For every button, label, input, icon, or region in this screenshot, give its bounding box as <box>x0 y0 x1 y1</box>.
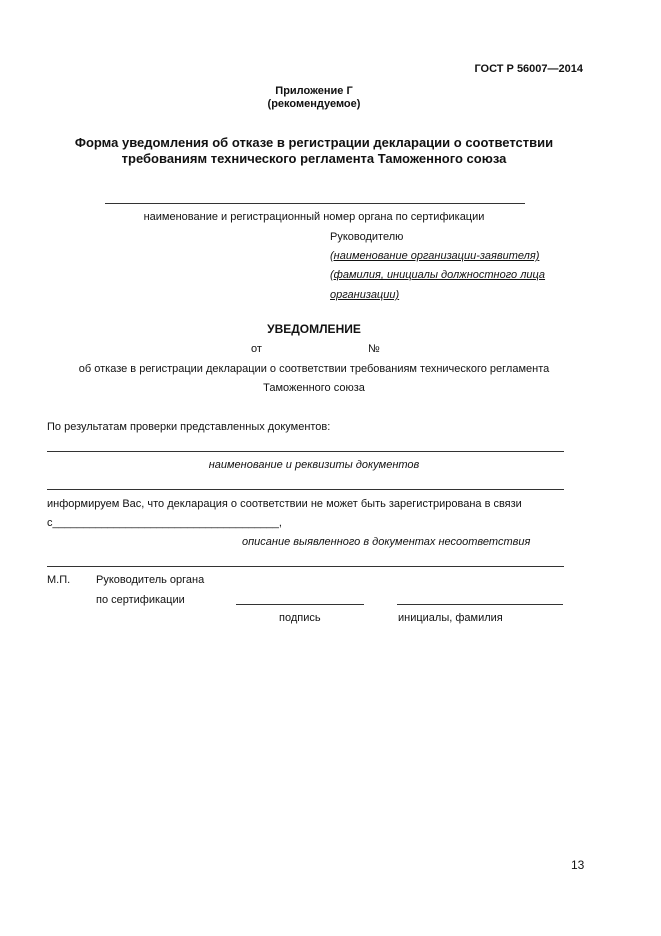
authority-blank-line <box>105 203 525 204</box>
mismatch-caption: описание выявленного в документах несоответствия <box>242 536 531 548</box>
form-title-line2: требованиям технического регламента Таможенного союза <box>121 151 507 166</box>
reason-blank: с_____________________________________, <box>47 517 282 529</box>
notice-subject-line2: Таможенного союза <box>263 382 365 394</box>
inform-text: информируем Вас, что декларация о соответствии не может быть зарегистрирована в связи <box>47 498 522 510</box>
form-title-line1: Форма уведомления об отказе в регистрации декларации о соответствии <box>74 135 554 150</box>
mismatch-blank-line <box>47 566 564 567</box>
signatory-title-cont: по сертификации <box>96 594 185 606</box>
standard-number: ГОСТ Р 56007—2014 <box>474 63 583 75</box>
name-blank-line <box>397 604 563 605</box>
addressee-to: Руководителю <box>330 231 404 243</box>
addressee-official-cont: организации) <box>330 289 400 301</box>
signature-blank-line <box>236 604 364 605</box>
signatory-title: Руководитель органа <box>96 574 205 586</box>
page-number: 13 <box>571 858 585 872</box>
docs-blank-line-2 <box>47 489 564 490</box>
addressee-official: (фамилия, инициалы должностного лица <box>330 269 546 281</box>
notice-date-label: от <box>251 343 262 355</box>
authority-caption: наименование и регистрационный номер органа по сертификации <box>143 211 485 223</box>
name-caption: инициалы, фамилия <box>398 612 503 624</box>
appendix-title: Приложение Г <box>275 85 353 97</box>
addressee-org: (наименование организации-заявителя) <box>330 250 540 262</box>
body-intro: По результатам проверки представленных документов: <box>47 421 331 433</box>
notice-number-label: № <box>368 343 380 355</box>
appendix-subtitle: (рекомендуемое) <box>267 98 361 110</box>
signature-caption: подпись <box>279 612 321 624</box>
notice-subject-line1: об отказе в регистрации декларации о соответствии требованиям технического регламента <box>78 363 550 375</box>
notice-heading: УВЕДОМЛЕНИЕ <box>267 322 361 336</box>
docs-caption: наименование и реквизиты документов <box>208 459 420 471</box>
docs-blank-line <box>47 451 564 452</box>
stamp-label: М.П. <box>47 574 71 586</box>
